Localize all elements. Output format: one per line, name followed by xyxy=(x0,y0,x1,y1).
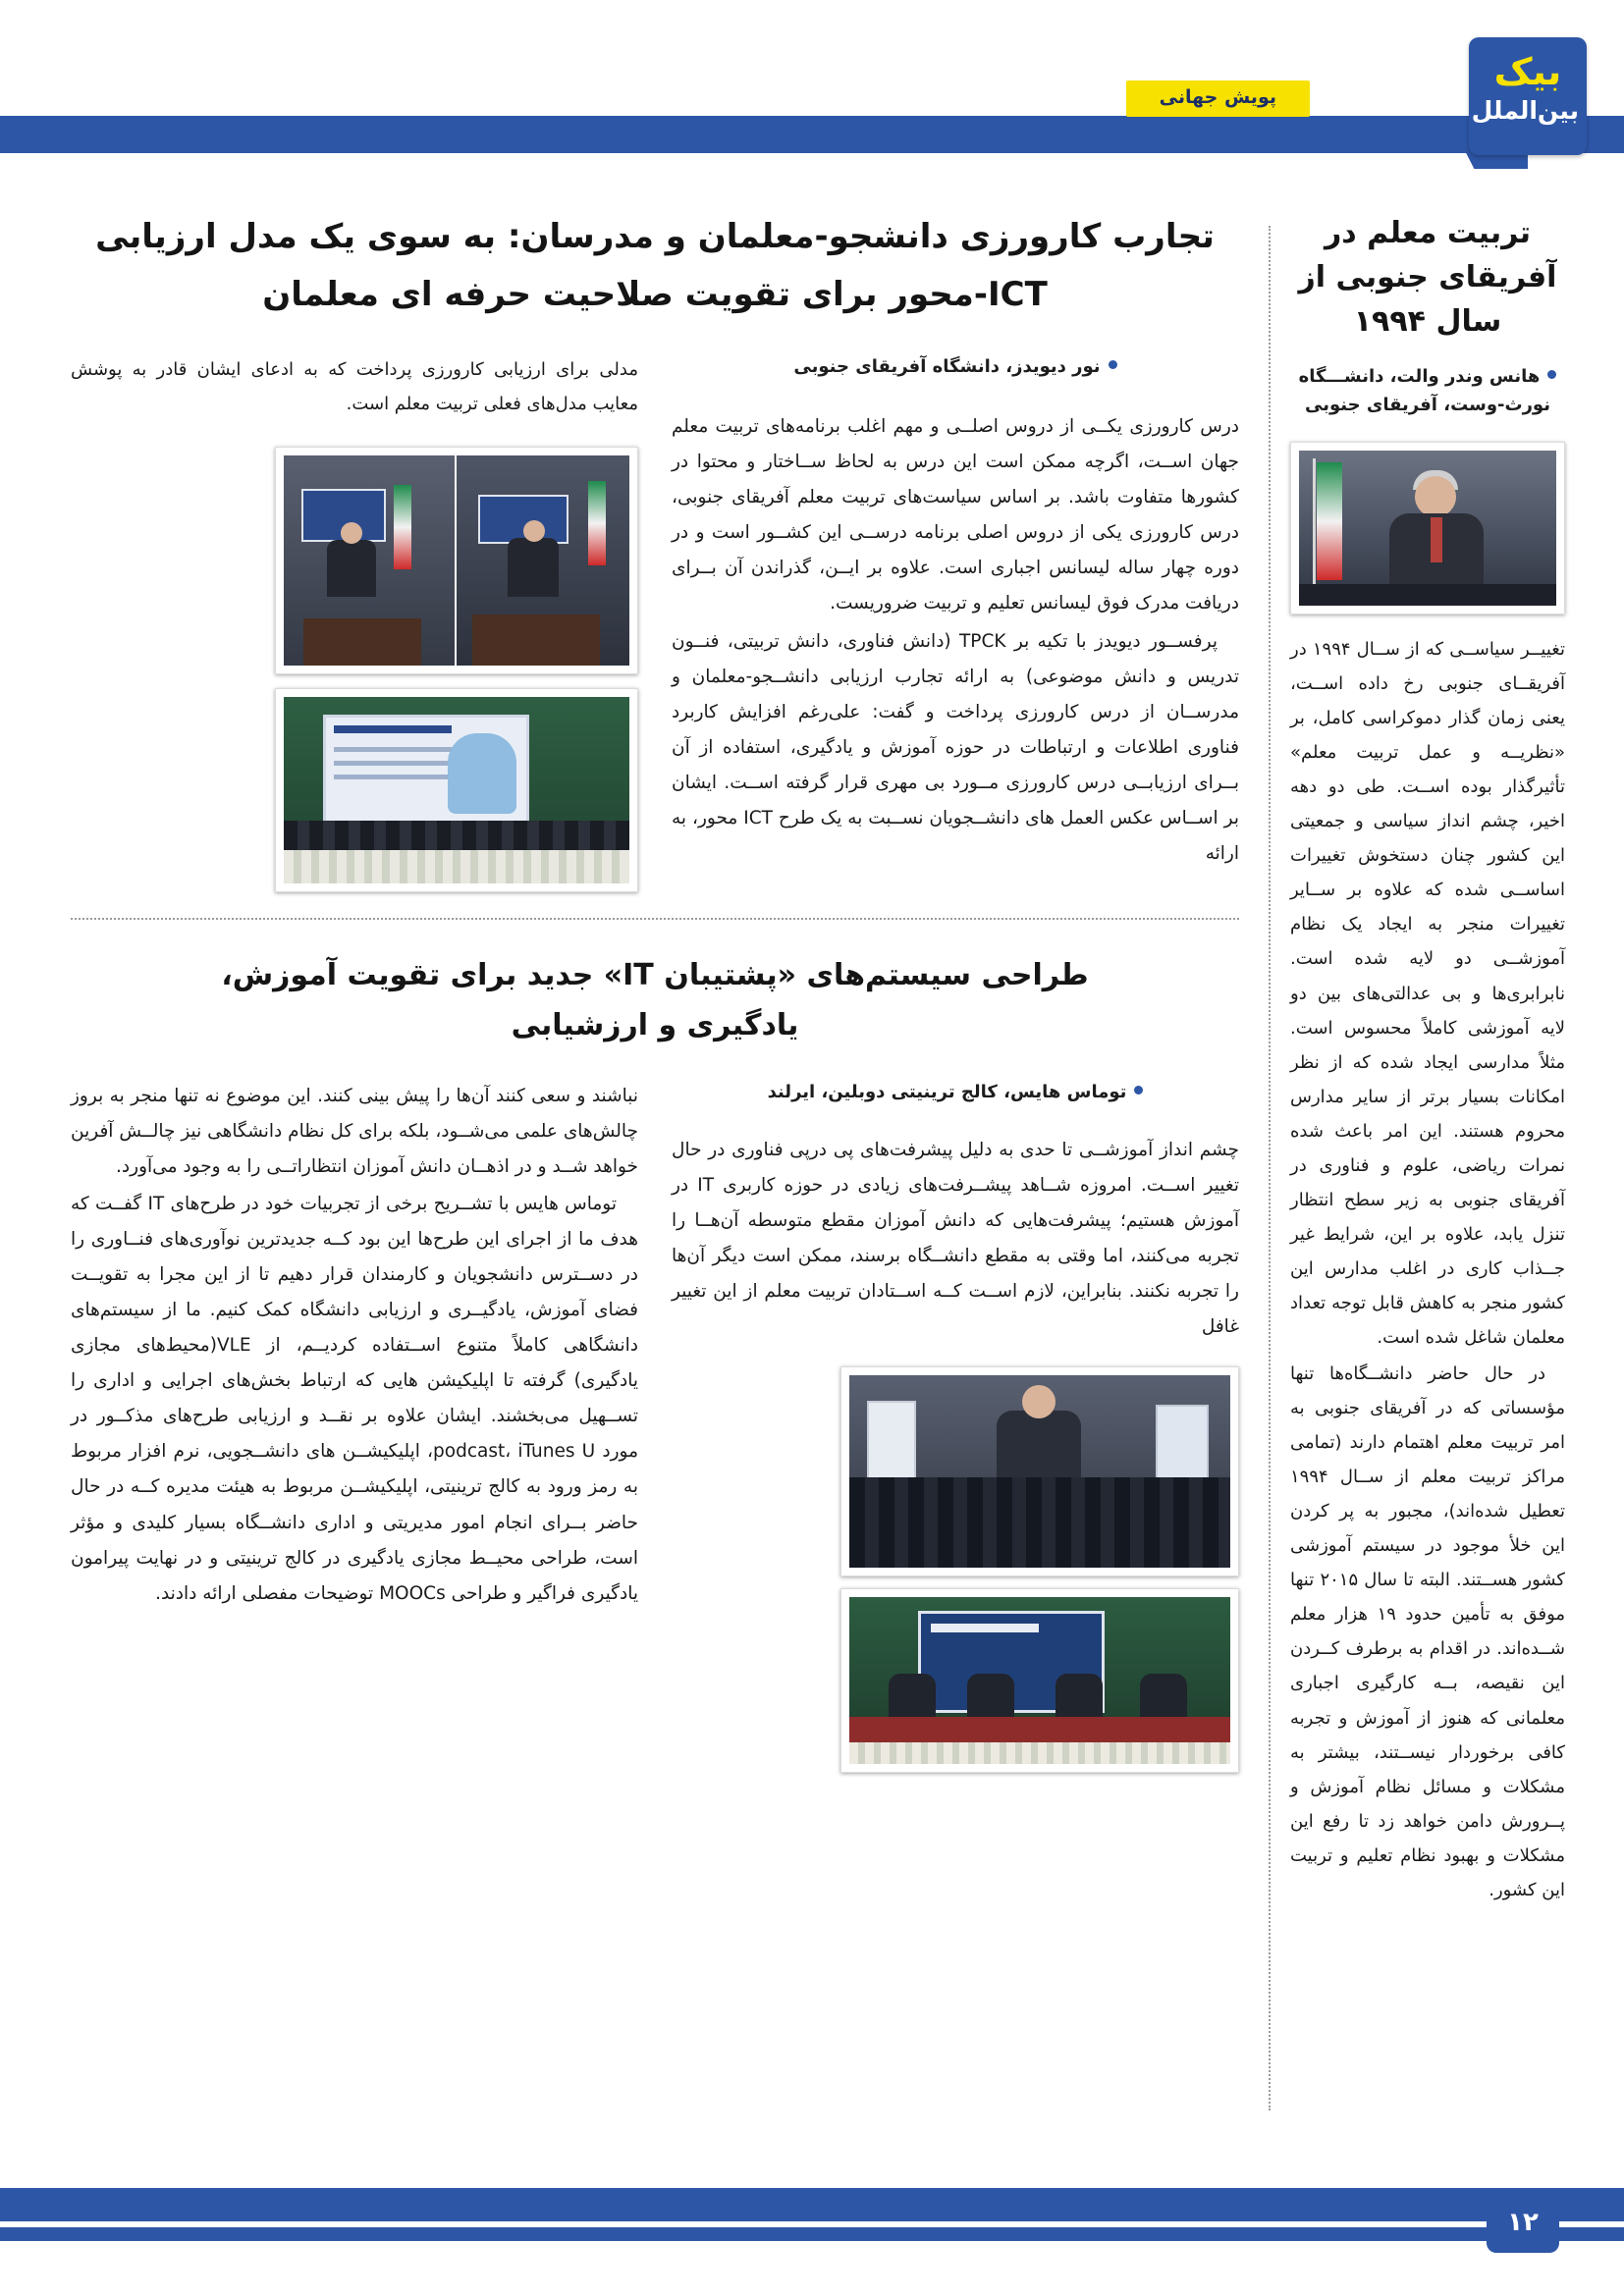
article-1-byline xyxy=(672,353,1239,382)
sidebar-byline xyxy=(1290,363,1565,420)
article-2-paragraph: نباشند و سعی کنند آن‌ها را پیش بینی کنند. این موضوع نه تنها منجر به بروز چالش‌های علمی می‌شــود، بلکه برای کل نظام دانشگاهی نیز چالــش آفرین خواهد شــد و در اذهــان دانش آموزان انتظاراتــی را به وجود می‌آورد. xyxy=(71,1085,638,1177)
footer-band xyxy=(0,2188,1624,2221)
sidebar-paragraph: تغییــر سیاســی که از ســال ۱۹۹۴ در آفریقــای جنوبی رخ داده اســت، یعنی زمان گذار دموکراسی کامل، بر «نظریــه و عمل تربیت معلم» تأثیرگذار بوده اســت. طی دو دهه اخیر، چشم انداز سیاسی و جمعیتی این کشور چنان دستخوش تغییرات اساســی شده که علاوه بر ســایر تغییرات منجر به ایجاد یک نظام آموزشــی دو لایه شده است. نابرابری‌ها و بی عدالتی‌های بین دو لایه آموزشی کاملاً محسوس است. مثلاً مدارسی ایجاد شده که از نظر امکانات بسیار برتر از سایر مدارس محروم هستند. این امر باعث شده نمرات ریاضی، علوم و فناوری در آفریقای جنوبی به زیر سطح انتظار تنزل یابد، علاوه بر این، شرایط غیر جــذاب کاری در اغلب مدارس این کشور منجر به کاهش قابل توجه تعداد معلمان شاغل شده است. xyxy=(1290,638,1565,1349)
logo-line2: بین‌الملل xyxy=(1471,96,1579,125)
article-2-byline-text: توماس هایس، کالج ترینیتی دوبلین، ایرلند xyxy=(767,1081,1127,1102)
article-2-paragraph: توماس هایس با تشــریح برخی از تجربیات خود در طرح‌های IT گفــت که هدف ما از اجرای این طرح‌ها این بود کــه جدیدترین نوآوری‌های فنــاوری را در دســترس دانشجویان و کارمندان قرار دهیم تا از این مجرا به تقویــت فضای آموزش، یادگیــری و ارزیابی دانشگاه کمک کنیم. ما از سیستم‌های دانشگاهی کاملاً متنوع اســتفاده کردیــم، از VLE(محیط‌های مجازی یادگیری) گرفته تا اپلیکیشن هایی که ارتباط بخش‌های اجرایی و اداری را تســهیل می‌بخشند. ایشان علاوه بر نقــد و ارزیابی طرح‌های مذکــور در مورد podcast، iTunes U، اپلیکیشــن های دانشــجویی، نرم افزار مربوط به رمز ورود به کالج ترینیتی، اپلیکیشــن مربوط به هیئت مدیره کــه در حال حاضر بــرای انجام امور مدیریتی و اداری دانشــگاه بسیار کلیدی و مؤثر است، طراحی محیــط مجازی یادگیری در کالج ترینیتی و در نهایت پیرامون یادگیری فراگیر و طراحی MOOCs توضیحات مفصلی ارائه دادند. xyxy=(71,1193,638,1604)
article-divider xyxy=(71,918,1239,920)
article-1-photo-top-frame xyxy=(275,447,638,674)
sidebar-photo-frame xyxy=(1290,442,1565,614)
photo-lecture-hall xyxy=(849,1375,1230,1568)
article-1-lead: مدلی برای ارزیابی کارورزی پرداخت که به ادعای ایشان قادر به پوشش معایب مدل‌های فعلی تربیت معلم است. xyxy=(71,359,638,414)
vertical-divider xyxy=(1269,226,1271,2110)
article-2-col-left xyxy=(71,1079,638,1773)
sidebar-article xyxy=(1290,211,1565,2115)
article-2-body-right xyxy=(672,1133,1239,1345)
article-1-photo-bottom-frame xyxy=(275,688,638,892)
bullet-icon xyxy=(1547,370,1556,379)
photo-panel-context-education xyxy=(849,1597,1230,1764)
sidebar-byline-text: هانس وندر والت، دانشـــگاه نورث-وست، آفریقای جنوبی xyxy=(1298,366,1550,415)
sidebar-paragraph: در حال حاضر دانشــگاه‌ها تنها مؤسساتی که در آفریقای جنوبی به امر تربیت معلم اهتمام دارند (تمامی مراکز تربیت معلم از ســال ۱۹۹۴ تعطیل شده‌اند)، مجبور به پر کردن این خلأ موجود در سیستم آموزشی کشور هســتند. البته تا سال ۲۰۱۵ تنها موفق به تأمین حدود ۱۹ هزار معلم شــده‌اند. در اقدام به برطرف کــردن این نقیصه، بــه کارگیری اجباری معلمانی که هنوز از آموزش و تجربه کافی برخوردار نیســتند، بیشتر به مشکلات و مسائل نظام آموزش و پــرورش دامن خواهد زد تا رفع این مشکلات و بهبود نظام تعلیم و تربیت این کشور. xyxy=(1290,1362,1566,1900)
page-number: ۱۲ xyxy=(1487,2192,1559,2253)
article-2-photo2-frame xyxy=(840,1588,1239,1773)
article-1-title-line1: تجارب کارورزی دانشجو-معلمان و مدرسان: به سوی یک مدل ارزیابی xyxy=(95,217,1215,256)
article-2-photo-frame xyxy=(840,1366,1239,1576)
bullet-icon xyxy=(1109,360,1117,369)
article-1 xyxy=(71,211,1239,892)
header-white-stripe xyxy=(0,110,1624,116)
article-1-col-left xyxy=(71,353,638,891)
article-2 xyxy=(71,953,1239,1773)
article-1-title-line2: ICT-محور برای تقویت صلاحیت حرفه ای معلمان xyxy=(262,274,1048,314)
sidebar-title: تربیت معلم در آفریقای جنوبی از سال ۱۹۹۴ xyxy=(1298,216,1557,339)
article-1-body xyxy=(672,409,1239,872)
article-2-byline xyxy=(672,1079,1239,1107)
article-1-paragraph: درس کارورزی یکــی از دروس اصلــی و مهم اغلب برنامه‌های تربیت معلم جهان اســت، اگرچه ممکن است این درس به لحاظ ســاختار و محتوا در کشورها متفاوت باشد. بر اساس سیاست‌های تربیت معلم آفریقای جنوبی، درس کارورزی یکی از دروس اصلی برنامه درســی این کشــور است و در دوره چهار ساله لیسانس اجباری است. علاوه بر ایــن، گذراندن آن بــرای دریافت مدرک فوق لیسانس تعلیم و تربیت ضروریست. xyxy=(672,416,1239,614)
article-2-title-line2: یادگیری و ارزشیابی xyxy=(511,1007,799,1042)
main-content xyxy=(71,211,1239,1773)
article-2-col-right xyxy=(672,1079,1239,1773)
photo-presentation-slide xyxy=(284,697,629,883)
footer-band-secondary xyxy=(0,2227,1624,2241)
article-1-paragraph: پرفســور دیویدز با تکیه بر TPCK (دانش فناوری، دانش تربیتی، فنــون تدریس و دانش موضوعی) به ارائه تجارب ارزیابی دانشــجو-معلمان و مدرســان از درس کارورزی پرداخت و گفت: علی‌رغم افزایش کاربرد فناوری اطلاعات و ارتباطات در حوزه آموزش و یادگیری، استفاده از آن بــرای ارزیابــی درس کارورزی مــورد بی مهری قرار گرفته اســت. ایشان بر اســاس عکس العمل های دانشــجویان نســبت به یک طرح ICT محور، به ارائه xyxy=(672,630,1239,864)
article-1-col-right xyxy=(672,353,1239,891)
article-2-title-line1: طراحی سیستم‌های «پشتیبان IT» جدید برای تقویت آموزش، xyxy=(221,957,1089,992)
logo-line1: بیک xyxy=(1493,50,1562,93)
article-2-paragraph: چشم انداز آموزشــی تا حدی به دلیل پیشرفت‌های پی درپی فناوری در حال تغییر اســت. امروزه شــاهد پیشــرفت‌های زیادی در حوزه کاربری IT در آموزش هستیم؛ پیشرفت‌هایی که دانش آموزان مقطع متوسطه آن‌هــا را تجربه می‌کنند، اما وقتی به مقطع دانشــگاه برسند، ممکن است دیگر آن‌ها را تجربه نکنند. بنابراین، لازم اســت کــه اســتادان تربیت معلم از این تغییر غافل xyxy=(672,1139,1239,1337)
photo-speaker-portrait xyxy=(1299,451,1556,606)
photo-conference-dual xyxy=(284,455,629,666)
section-tag: پویش جهانی xyxy=(1126,80,1310,117)
bullet-icon xyxy=(1134,1086,1143,1095)
article-1-byline-text: نور دیویدز، دانشگاه آفریقای جنوبی xyxy=(793,356,1101,378)
article-2-body-left xyxy=(71,1079,638,1612)
header-band xyxy=(0,116,1624,153)
sidebar-body xyxy=(1290,632,1565,1907)
